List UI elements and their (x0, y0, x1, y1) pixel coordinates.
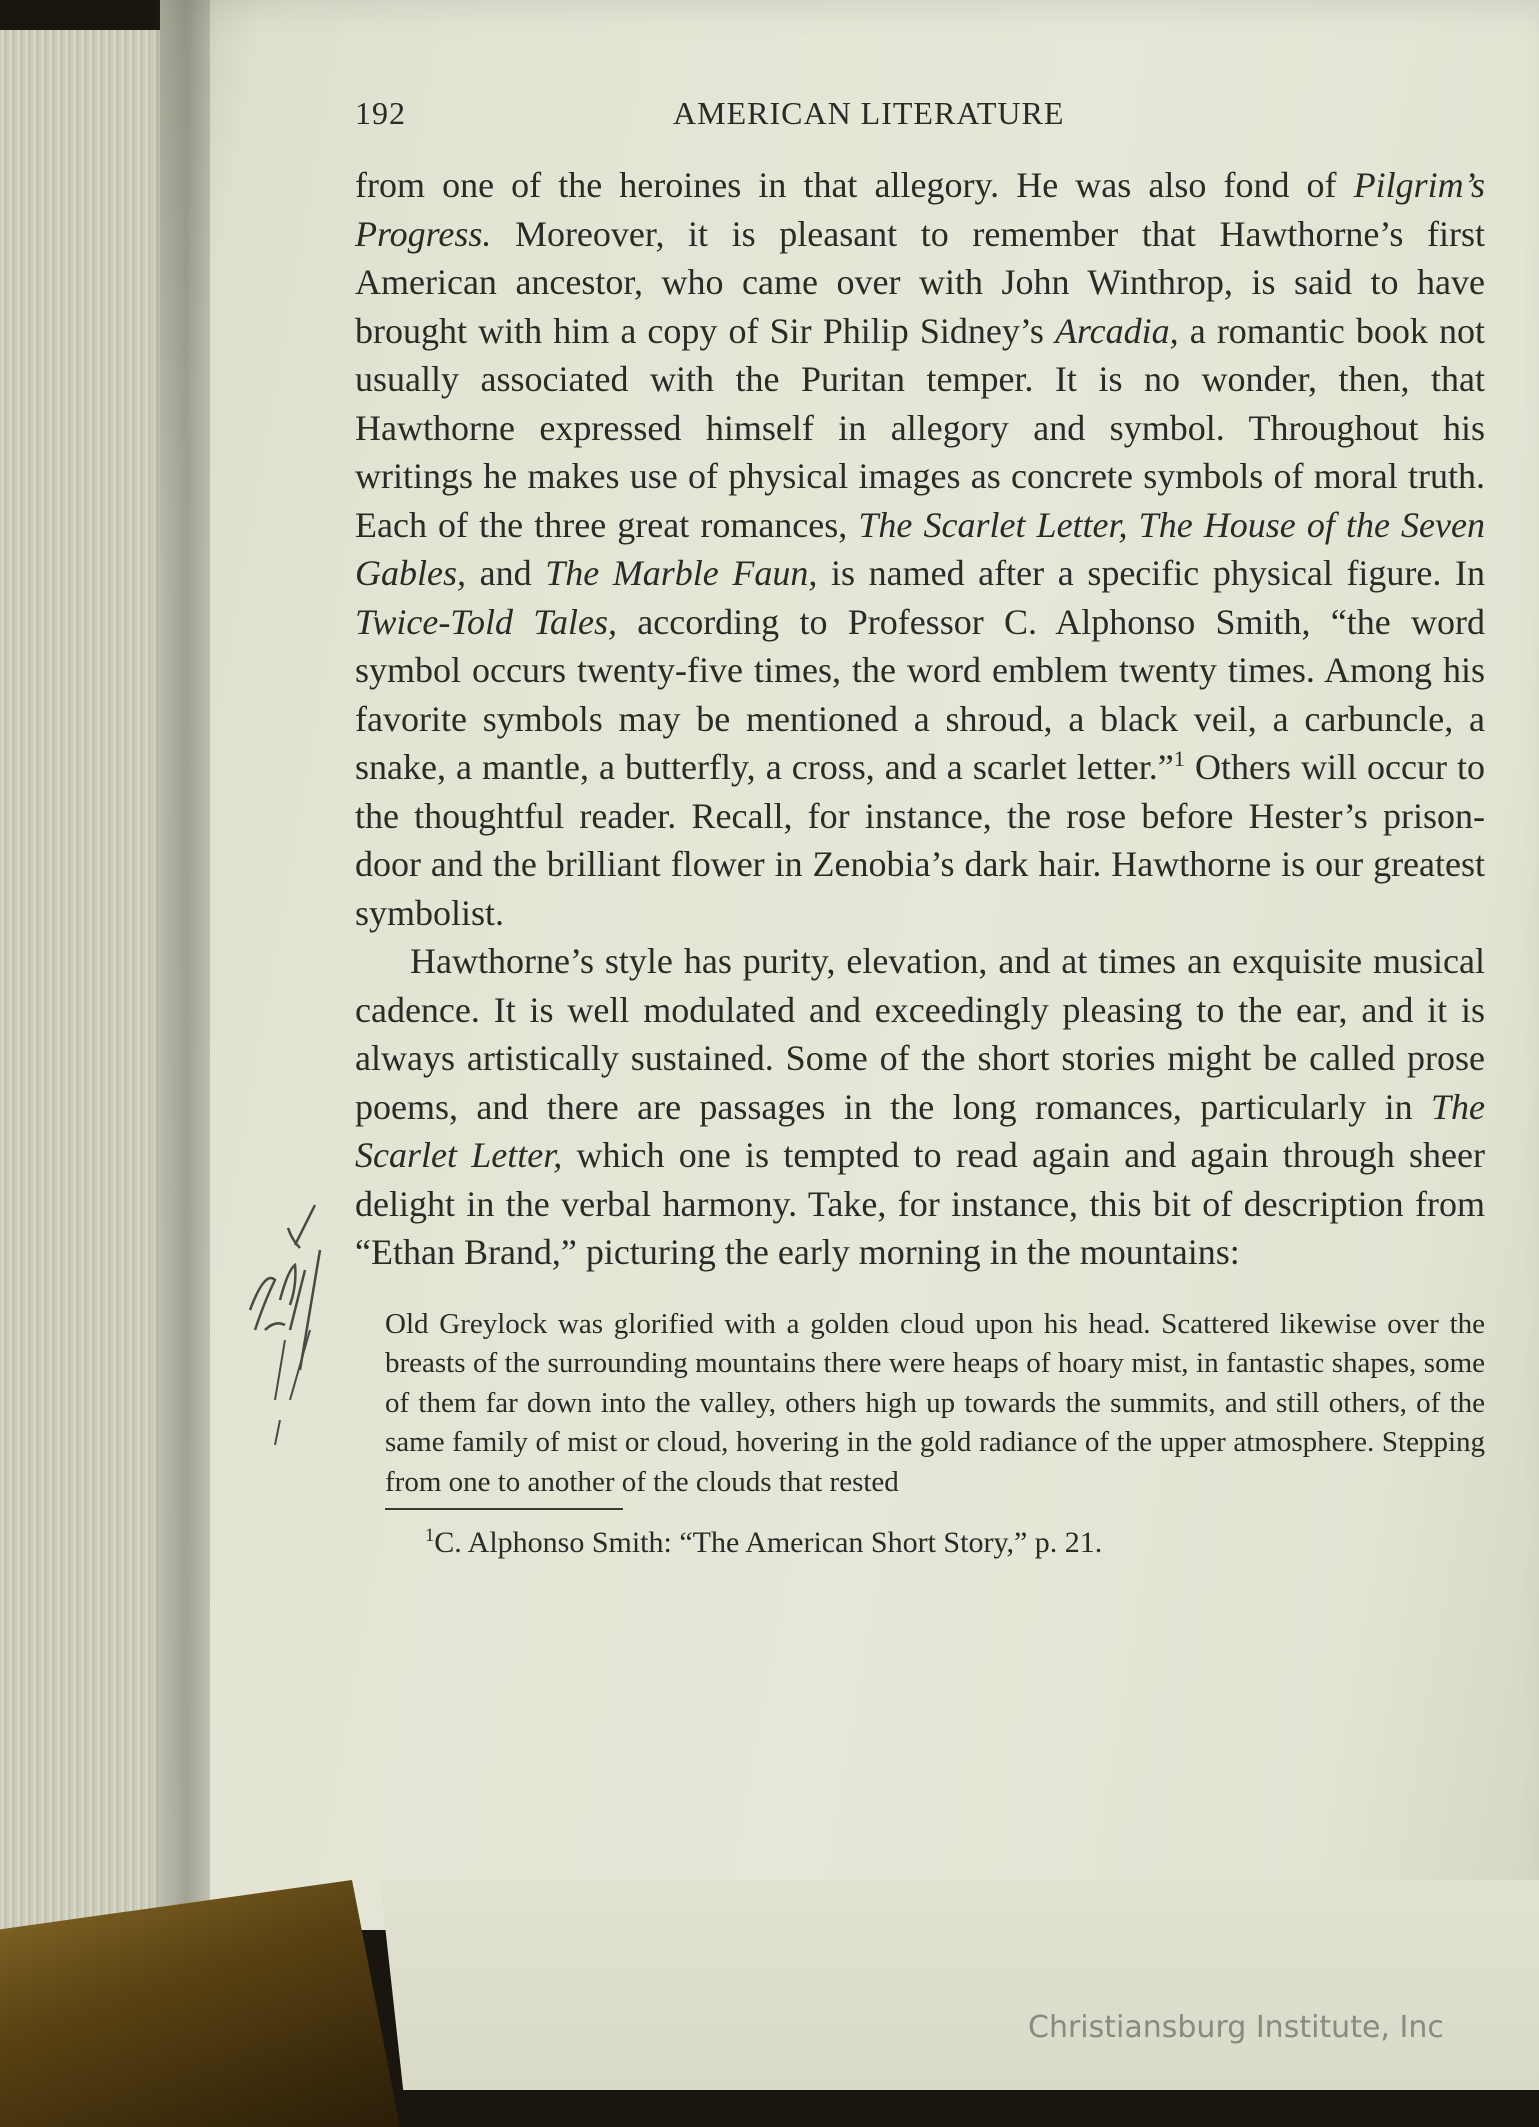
running-head (355, 95, 1485, 155)
footnote-reference: 1 (1173, 746, 1185, 771)
text-run: from one of the heroines in that allegory. He was also fond of (355, 165, 1354, 205)
page-text-block (355, 95, 1485, 1562)
pencil-stroke (250, 1278, 285, 1330)
text-run: and (466, 553, 546, 593)
italic-title: The Scarlet Letter, (858, 504, 1128, 545)
text-run: is named after a specific physical figure. In (817, 553, 1485, 593)
footnote (425, 1524, 1485, 1562)
footnote-divider (385, 1508, 623, 1510)
pencil-stroke (280, 1250, 320, 1370)
handwritten-pencil-marks-icon (240, 1190, 360, 1450)
text-run: Moreover, it is pleasant to remember that Hawthorne’s first American ancestor, who came over with John Winthrop, is said to have brought with him a copy of Sir Philip Sidney’s (355, 213, 1485, 351)
text-run: Others will occur to the thoughtful reader. Recall, for instance, the rose before Hester’s prison-door and the brilliant flower in Zenobia’s dark hair. Hawthorne is our greatest symbolist. (355, 747, 1486, 933)
italic-title: Twice-Told Tales, (355, 601, 617, 642)
italic-title: Arcadia, (1054, 310, 1179, 351)
text-run (1128, 505, 1139, 545)
page-number: 192 (355, 95, 406, 131)
paragraph-style (355, 937, 1485, 1277)
text-run: a romantic book not usually associated with the Puritan temper. It is no wonder, then, that Hawthorne expressed himself in allegory and symbol. Throughout his writings he makes use of physical images as concrete symbols of moral truth. Each of the three great romances, (355, 310, 1485, 545)
text-run: according to Professor C. Alphonso Smith, “the word symbol occurs twenty-five times, the word emblem twenty times. Among his favorite symbols may be mentioned a shroud, a black veil, a carbuncle, a snake, a mantle, a butterfly, a cross, and a scarlet letter.” (355, 601, 1486, 787)
italic-title: Pilgrim’s Progress. (355, 165, 1485, 254)
running-title: AMERICAN LITERATURE (673, 95, 1065, 131)
footnote-mark: 1 (425, 1525, 435, 1546)
footnote-text: C. Alphonso Smith: “The American Short Story,” p. 21. (434, 1526, 1103, 1559)
text-run: which one is tempted to read again and again through sheer delight in the verbal harmony. Take, for instance, this bit of description from “Ethan Brand,” picturing the early morning in the mountains: (355, 1135, 1485, 1272)
italic-title: The House of the Seven Gables, (355, 504, 1485, 593)
page-bottom-margin (380, 1880, 1539, 2090)
pencil-stroke (288, 1205, 315, 1248)
block-quotation: Old Greylock was glorified with a golden cloud upon his head. Scattered likewise over the breasts of the surrounding mountains there were heaps of hoary mist, in fantastic shapes, some of them far down into the valley, others high up towards the summits, and still others, of the same family of mist or cloud, hovering in the gold radiance of the upper atmosphere. Stepping from one to another of the clouds that rested (385, 1307, 1485, 1498)
gutter-shadow (150, 0, 210, 2127)
paragraph-symbolism (355, 161, 1485, 937)
watermark: Christiansburg Institute, Inc (1028, 2010, 1444, 2045)
text-run: Hawthorne’s style has purity, elevation, and at times an exquisite musical cadence. It is well modulated and exceedingly pleasing to the ear, and it is always artistically sustained. Some of the short stories might be called prose poems, and there are passages in the long romances, particularly in (355, 941, 1485, 1127)
italic-title: The Scarlet Letter, (355, 1086, 1485, 1175)
pencil-stroke (275, 1330, 310, 1445)
italic-title: The Marble Faun, (545, 553, 818, 593)
